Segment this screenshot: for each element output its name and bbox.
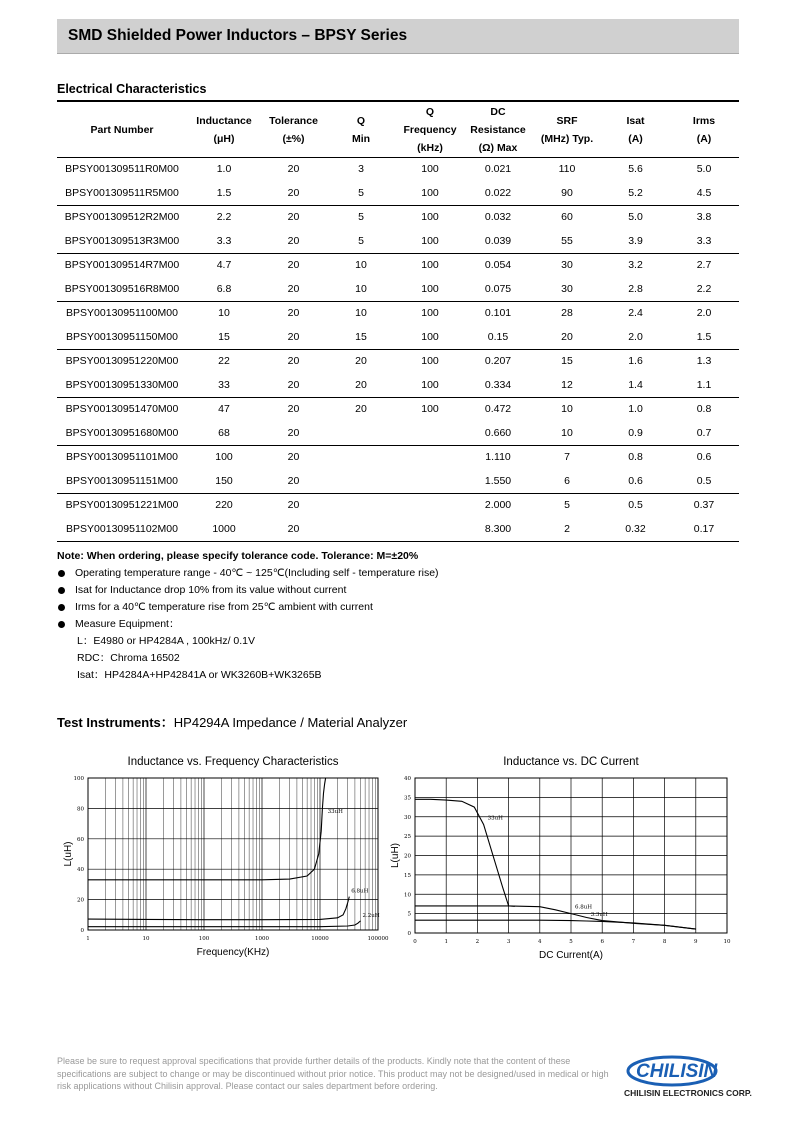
table-cell: 1.0 [628,403,643,415]
table-body [57,158,739,542]
table-cell: 0.075 [464,278,532,302]
x-tick-label: 3 [506,939,511,945]
table-cell: 0.37 [693,499,715,511]
table-cell: 5.0 [628,211,643,223]
table-cell: 20 [355,403,367,415]
y-tick-label: 25 [404,834,411,841]
table-cell: BPSY00130951221M00 [65,499,179,511]
column-header-line: Min [351,133,371,145]
table-cell: 2 [532,518,602,542]
table-cell: 28 [561,307,573,319]
table-cell: 0.9 [602,422,669,446]
table-cell: 20 [326,374,396,398]
table-cell: 20 [287,355,300,367]
table-cell [326,470,396,494]
series-label: 2.2uH [362,912,380,919]
footer-disclaimer: Please be sure to request approval specifications that provide further details of the products. Kindly note that the content of these specifications are subject to change or may be discontinued without prior notice. This product may not be designed/used in medical or high risk applications without Chilisin approval. Please contact our sales department before ordering. [57,1056,609,1091]
column-header-line: (A) [696,133,712,145]
table-cell: BPSY00130951330M00 [57,374,187,398]
column-header [669,103,739,158]
table-cell: 6 [532,470,602,494]
table-cell: BPSY001309514R7M00 [64,259,180,271]
table-cell: 2.8 [602,278,669,302]
table-cell: 2.000 [484,499,512,511]
equipment-line: RDC：Chroma 16502 [77,652,180,664]
table-cell [326,422,396,446]
table-cell: 20 [261,230,326,254]
series-line-6-8uH [88,897,349,920]
table-cell: 20 [287,259,300,271]
table-row [57,182,739,206]
table-row [57,254,739,278]
y-tick-label: 20 [77,897,84,904]
table-cell: BPSY00130951150M00 [57,326,187,350]
note-bullet: Irms for a 40℃ temperature rise from 25℃ ambient with current [57,599,739,616]
table-cell: 20 [287,403,300,415]
y-tick-label: 30 [404,814,411,821]
table-cell: 220 [215,499,233,511]
y-tick-label: 5 [407,911,411,918]
table-cell: 100 [421,355,439,367]
table-row [57,206,739,230]
table-cell: 2.0 [602,326,669,350]
table-cell: 150 [187,470,261,494]
series-line-33uH [88,778,326,880]
table-cell: 0.021 [484,163,512,175]
series-label: 33uH [487,815,503,822]
x-tick-label: 1000 [255,936,269,942]
x-tick-label: 5 [569,939,573,945]
y-tick-label: 10 [404,892,411,899]
table-cell: 0.6 [696,451,712,463]
series-line-2-2uH [88,921,361,927]
y-tick-label: 100 [73,776,84,782]
table-cell: 10 [326,278,396,302]
series-label: 6.8uH [575,904,593,911]
table-cell: 0.7 [669,422,739,446]
table-cell: BPSY00130951102M00 [57,518,187,542]
x-tick-label: 1 [86,936,90,942]
series-line-6-8uH [415,906,696,929]
table-cell: 100 [215,451,233,463]
table-cell: 3.3 [187,230,261,254]
table-cell: BPSY001309513R3M00 [57,230,187,254]
table-cell: 0.054 [484,259,512,271]
table-cell: 0.039 [464,230,532,254]
table-cell: 0.15 [464,326,532,350]
table-cell: 3 [358,163,364,175]
table-cell: 0.334 [464,374,532,398]
table-cell: BPSY001309516R8M00 [57,278,187,302]
table-cell: 22 [218,355,230,367]
table-cell: 0.8 [696,403,712,415]
x-tick-label: 10 [723,939,731,945]
table-cell: 100 [421,259,439,271]
table-cell: 100 [396,374,464,398]
table-cell: 0.101 [484,307,512,319]
table-cell: 5 [326,182,396,206]
x-tick-label: 100000 [367,936,389,942]
table-cell: 4.7 [216,259,232,271]
column-header-line: DC [490,106,506,118]
chilisin-logo [622,1046,757,1100]
table-cell [396,446,464,470]
y-tick-label: 0 [80,928,84,934]
table-cell: 1.1 [669,374,739,398]
column-header [261,103,326,158]
column-header [602,103,669,158]
table-cell: 20 [261,374,326,398]
table-cell: 0.207 [484,355,512,367]
column-header-line: (Ω) Max [478,142,518,154]
y-tick-label: 0 [407,931,411,937]
table-cell: 33 [187,374,261,398]
table-cell: 0.5 [669,470,739,494]
chart-title: Inductance vs. DC Current [503,756,639,768]
table-cell: 1.3 [696,355,712,367]
table-cell: 5 [358,211,364,223]
table-cell: 20 [287,163,300,175]
column-header [532,103,602,158]
column-header-line: Irms [692,115,716,127]
series-label: 33uH [327,809,343,815]
table-cell: 0.32 [602,518,669,542]
x-axis-label: Frequency(KHz) [196,947,270,958]
table-cell: 5.2 [602,182,669,206]
x-tick-label: 2 [475,939,480,945]
section-title: Electrical Characteristics [57,82,207,96]
y-tick-label: 20 [404,853,411,860]
column-header-line: Resistance [470,124,526,136]
table-cell: BPSY00130951100M00 [66,307,178,319]
table-cell: 0.660 [464,422,532,446]
table-cell: BPSY00130951680M00 [57,422,187,446]
table-cell [396,494,464,518]
table-cell: 1.5 [187,182,261,206]
column-header [464,103,532,158]
test-instruments-label: Test Instruments： [57,715,174,730]
table-header-row [57,103,739,158]
table-cell: 2.0 [696,307,712,319]
table-cell: 30 [532,278,602,302]
page-title: SMD Shielded Power Inductors – BPSY Series [68,27,408,44]
series-label: 6.8uH [351,888,369,895]
note-bullet: Measure Equipment： [57,616,739,633]
table-cell: 20 [355,355,367,367]
column-header-line: Q [356,115,366,127]
column-header [396,103,464,158]
table-cell: 5 [326,230,396,254]
table-row [57,326,739,350]
x-tick-label: 10 [142,936,150,942]
table-cell: 1.4 [602,374,669,398]
table-cell: 0.17 [669,518,739,542]
table-row [57,398,739,422]
table-cell [396,422,464,446]
table-cell: 1.110 [485,451,511,463]
table-row [57,518,739,542]
page-header [57,19,739,54]
equipment-line: L：E4980 or HP4284A , 100kHz/ 0.1V [77,635,256,647]
x-tick-label: 1 [444,939,448,945]
column-header [57,103,187,158]
table-cell: 15 [326,326,396,350]
table-cell: 100 [421,163,439,175]
table-row [57,422,739,446]
series-line-3-3uH [415,920,696,929]
table-cell: 20 [287,451,300,463]
company-name: CHILISIN ELECTRONICS CORP. [624,1088,752,1098]
table-cell: 3.3 [669,230,739,254]
y-tick-label: 80 [77,806,84,813]
table-row [57,470,739,494]
table-cell: 12 [532,374,602,398]
table-cell [396,470,464,494]
column-header [187,103,261,158]
table-cell: 100 [396,182,464,206]
table-cell: 100 [421,211,439,223]
table-cell: 2.4 [628,307,643,319]
table-top-rule [57,100,739,102]
table-cell: 20 [261,182,326,206]
table-cell: 10 [561,403,573,415]
table-cell: 20 [287,211,300,223]
table-cell: 1.6 [628,355,643,367]
table-cell: 3.9 [602,230,669,254]
column-header-line: Q [425,106,435,118]
equipment-line: Isat：HP4284A+HP42841A or WK3260B+WK3265B [77,669,322,681]
table-cell: 15 [561,355,573,367]
table-cell: 1000 [187,518,261,542]
table-cell: 0.472 [484,403,512,415]
table-cell: 100 [421,403,439,415]
table-cell: 20 [287,307,300,319]
table-cell: 20 [261,422,326,446]
table-cell: 30 [561,259,573,271]
logo-wordmark: CHILISIN [636,1061,718,1082]
x-axis-label: DC Current(A) [539,950,603,961]
table-row [57,374,739,398]
x-tick-label: 10000 [311,936,329,942]
table-cell: 2.2 [216,211,232,223]
table-cell: BPSY001309511R0M00 [65,163,179,175]
table-cell: 3.2 [628,259,643,271]
table-cell: 6.8 [187,278,261,302]
table-cell: 20 [261,518,326,542]
table-cell: 0.6 [602,470,669,494]
table-cell: 8.300 [464,518,532,542]
table-cell: 55 [532,230,602,254]
table-cell [326,518,396,542]
test-instruments [57,712,407,731]
table-row [57,446,739,470]
table-cell: 3.8 [696,211,712,223]
table-cell: 90 [532,182,602,206]
y-tick-label: 40 [77,867,84,874]
x-tick-label: 9 [694,939,698,945]
table-cell [396,518,464,542]
x-tick-label: 6 [600,939,604,945]
y-axis-label: L(uH) [63,841,74,867]
table-cell: 20 [261,326,326,350]
table-cell: BPSY00130951101M00 [66,451,178,463]
column-header-line: (kHz) [417,142,443,154]
table-row [57,350,739,374]
table-cell: BPSY00130951151M00 [57,470,187,494]
table-cell: 1.550 [464,470,532,494]
table-cell: 0.5 [628,499,643,511]
column-header-line: (MHz) Typ. [540,133,594,145]
table-cell: 10 [218,307,230,319]
table-cell: 47 [218,403,230,415]
chart-inductance-vs-frequency [50,748,395,963]
column-header-line: Frequency [403,124,457,136]
table-row [57,278,739,302]
table-cell: 2.7 [696,259,712,271]
column-header-line: Part Number [90,124,154,136]
table-cell: BPSY001309511R5M00 [57,182,187,206]
table-cell: 1.5 [669,326,739,350]
x-tick-label: 0 [413,939,417,945]
table-cell: 7 [564,451,570,463]
table-cell: 5.6 [628,163,643,175]
table-cell: 10 [532,422,602,446]
table-cell: 15 [187,326,261,350]
spec-table [57,103,739,542]
x-tick-label: 7 [631,939,636,945]
y-tick-label: 35 [404,795,411,802]
x-tick-label: 4 [538,939,542,945]
table-cell: 100 [396,278,464,302]
table-cell: 10 [355,259,367,271]
plot-frame [88,778,378,930]
table-cell: 0.8 [628,451,643,463]
series-label: 3.3uH [590,911,608,918]
table-cell: 20 [261,470,326,494]
table-cell: 68 [187,422,261,446]
note-bullet: Isat for Inductance drop 10% from its value without current [57,582,739,599]
table-cell: BPSY00130951220M00 [65,355,179,367]
table-cell: 100 [396,326,464,350]
table-row [57,158,739,182]
table-cell: 60 [561,211,573,223]
chart-title: Inductance vs. Frequency Characteristics [127,756,339,768]
column-header-line: (A) [628,133,643,145]
y-tick-label: 60 [77,836,84,843]
table-cell: 20 [532,326,602,350]
order-note: Note: When ordering, please specify tolerance code. Tolerance: M=±20% [57,550,419,562]
note-bullet: Operating temperature range - 40℃ ~ 125℃(Including self - temperature rise) [57,565,739,582]
table-cell: 0.032 [484,211,512,223]
table-cell: 100 [421,307,439,319]
table-cell: 20 [287,499,300,511]
column-header-line: Tolerance [269,115,318,127]
table-cell: 20 [261,278,326,302]
column-header [326,103,396,158]
y-tick-label: 40 [404,776,411,782]
table-row [57,302,739,326]
table-row [57,494,739,518]
table-cell: 10 [355,307,367,319]
notes-section [57,548,739,684]
table-cell: BPSY001309512R2M00 [64,211,180,223]
x-tick-label: 8 [662,939,667,945]
table-cell: 1.0 [216,163,232,175]
column-header-line: SRF [556,115,578,127]
test-instruments-value: HP4294A Impedance / Material Analyzer [173,715,408,730]
column-header-line: (μH) [213,133,235,145]
x-tick-label: 100 [198,936,210,942]
table-cell: 5.0 [696,163,712,175]
y-axis-label: L(uH) [390,842,401,869]
table-cell: 110 [558,163,576,175]
column-header-line: Inductance [196,115,252,127]
chart-inductance-vs-dc-current [367,748,740,963]
table-cell: 2.2 [669,278,739,302]
table-row [57,230,739,254]
table-cell: 4.5 [669,182,739,206]
table-cell: 0.022 [464,182,532,206]
column-header-line: (±%) [282,133,305,145]
table-cell: 100 [396,230,464,254]
column-header-line: Isat [626,115,645,127]
table-cell [326,494,396,518]
table-cell [326,446,396,470]
table-cell: BPSY00130951470M00 [65,403,179,415]
table-cell: 5 [564,499,570,511]
y-tick-label: 15 [404,872,411,879]
